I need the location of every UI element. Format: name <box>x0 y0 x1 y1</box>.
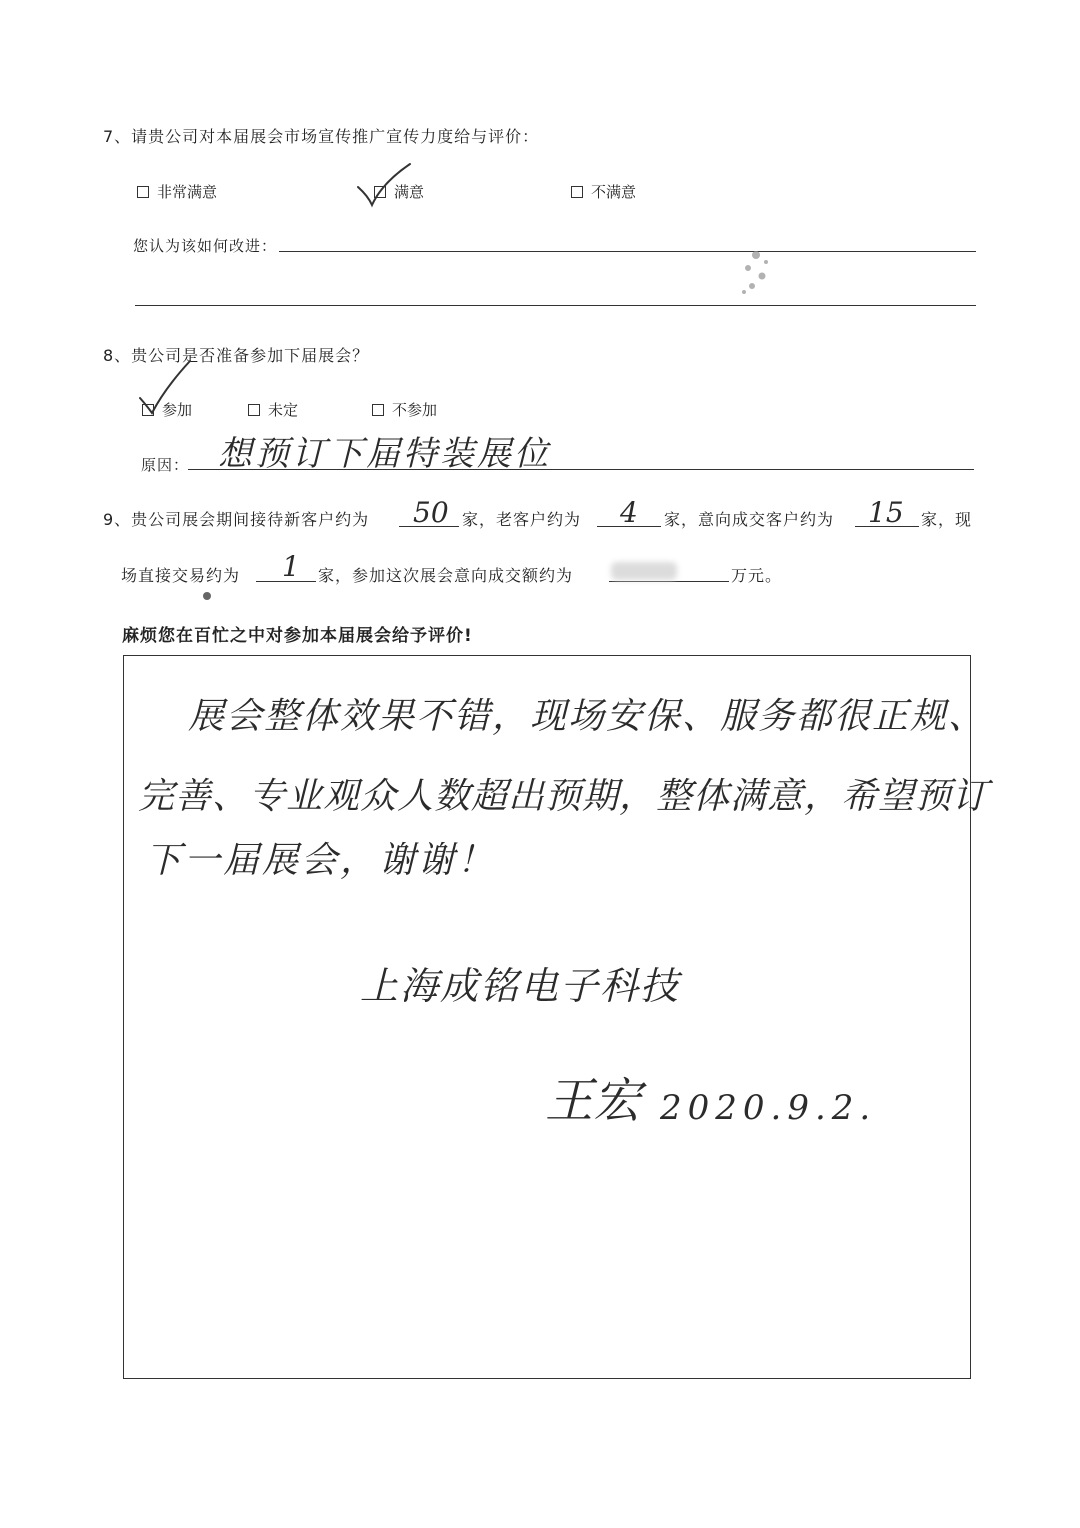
q8-title: 8、贵公司是否准备参加下届展会？ <box>103 346 370 365</box>
q7-title: 7、请贵公司对本届展会市场宣传推广宣传力度给与评价： <box>103 127 540 146</box>
option-label: 不参加 <box>392 401 438 419</box>
scan-speck-icon <box>203 592 211 600</box>
scan-smudge-icon <box>742 251 768 294</box>
q9-text-3: 家，意向成交客户约为 <box>664 510 835 529</box>
evaluation-line-2: 完善、专业观众人数超出预期，整体满意，希望预订 <box>138 776 990 817</box>
q9-text-2: 家，老客户约为 <box>462 510 582 529</box>
q9-old-customers-value: 4 <box>620 496 638 529</box>
evaluation-line-3: 下一届展会，谢谢！ <box>145 840 497 881</box>
evaluation-heading: 麻烦您在百忙之中对参加本届展会给予评价! <box>122 626 473 646</box>
q9-text: 9、贵公司展会期间接待新客户约为 <box>103 510 370 529</box>
option-label: 满意 <box>394 183 425 201</box>
option-label: 未定 <box>268 401 299 419</box>
option-label: 不满意 <box>591 183 637 201</box>
evaluation-company: 上海成铭电子科技 <box>360 964 681 1008</box>
evaluation-date: 2020.9.2. <box>660 1088 877 1128</box>
q9-new-customers-value: 50 <box>413 496 449 529</box>
evaluation-signature: 王宏 <box>545 1073 642 1129</box>
option-label: 参加 <box>162 401 193 419</box>
q9-text-4: 家，现 <box>921 510 973 529</box>
q8-checkmark-icon <box>140 361 190 413</box>
evaluation-line-1: 展会整体效果不错，现场安保、服务都很正规、 <box>188 696 987 737</box>
q7-checkmark-icon <box>358 164 410 205</box>
q9-text-5: 场直接交易约为 <box>121 566 241 585</box>
q9-text-7: 万元。 <box>731 566 783 585</box>
q8-reason-handwriting: 想预订下届特装展位 <box>218 434 551 474</box>
option-label: 非常满意 <box>157 183 218 201</box>
q9-intent-customers-value: 15 <box>868 496 904 529</box>
q9-text-6: 家，参加这次展会意向成交额约为 <box>318 566 574 585</box>
q8-reason-label: 原因： <box>141 456 190 474</box>
q9-direct-deals-value: 1 <box>282 550 300 583</box>
q7-improve-label: 您认为该如何改进： <box>133 237 278 255</box>
